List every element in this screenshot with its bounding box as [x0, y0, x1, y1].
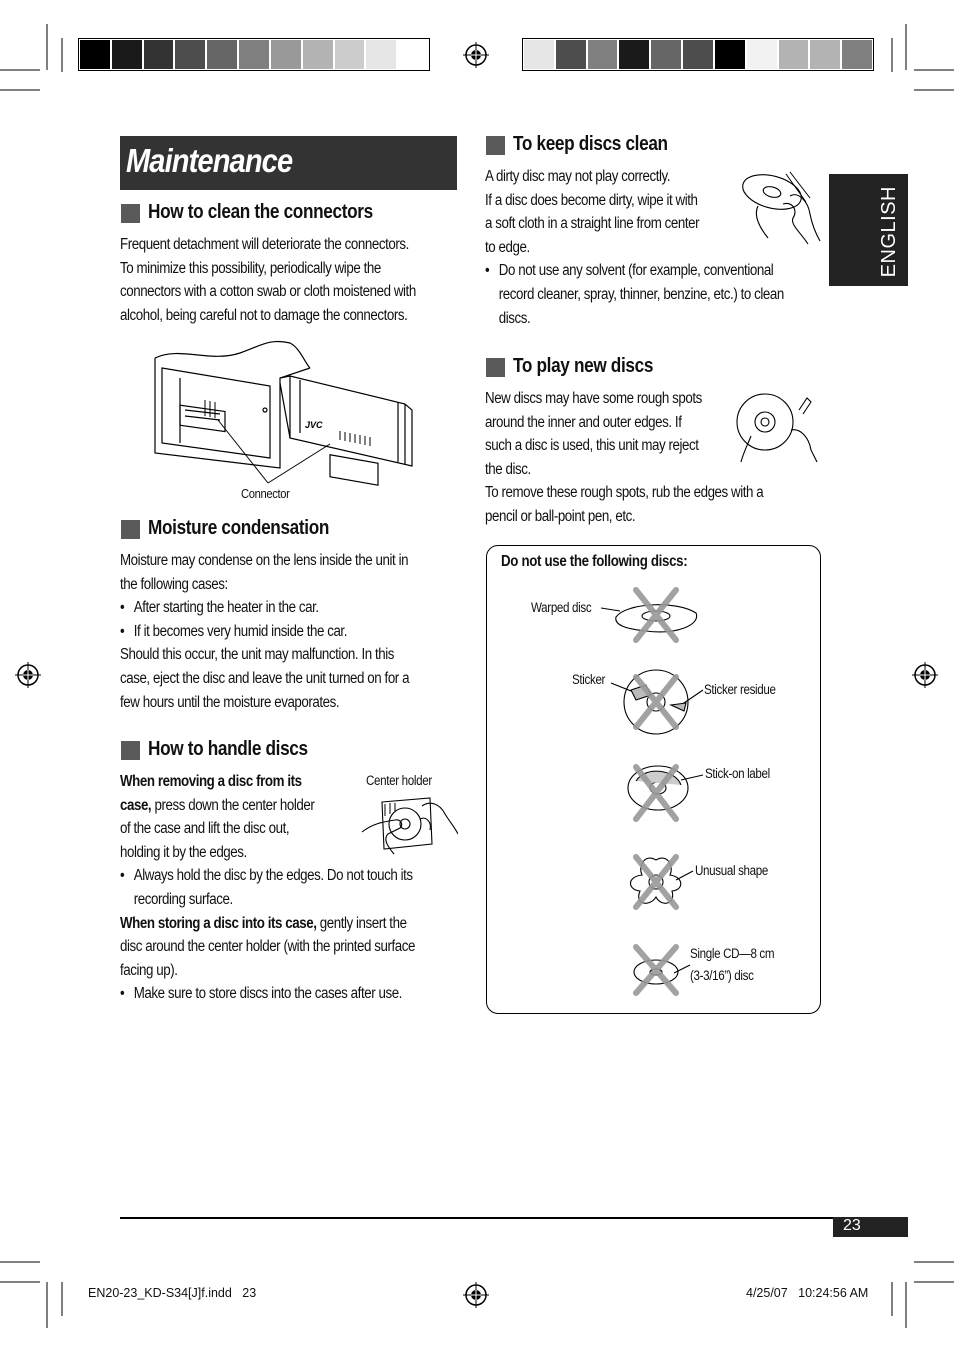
registration-mark-icon — [463, 1282, 489, 1308]
heading-square-icon — [486, 358, 505, 377]
text-span: Always hold the disc by the edges. Do not touch its — [133, 867, 413, 885]
color-swatch — [239, 40, 269, 69]
moisture-heading: Moisture condensation — [148, 517, 330, 539]
text-line: To remove these rough spots, rub the edges with a — [485, 484, 764, 502]
stick-on-label: Stick-on label — [705, 766, 770, 781]
heading-square-icon — [121, 520, 140, 539]
text-line: case, eject the disc and leave the unit turned on for a — [120, 669, 410, 687]
heading-square-icon — [121, 741, 140, 760]
text-line: pencil or ball-point pen, etc. — [485, 507, 636, 525]
text-line: connectors with a cotton swab or cloth moistened with — [120, 283, 416, 301]
text-line: holding it by the edges. — [120, 843, 247, 861]
text-line: facing up). — [120, 961, 178, 979]
center-holder-label: Center holder — [366, 773, 432, 788]
color-swatch — [779, 40, 809, 69]
text-span: gently insert the — [316, 914, 407, 932]
brand-mark: JVC — [305, 420, 323, 430]
moisture-text — [120, 549, 409, 714]
text-span: press down the center holder — [151, 796, 315, 814]
text-line: A dirty disc may not play correctly. — [485, 168, 671, 185]
color-swatch — [335, 40, 365, 69]
new-discs-heading: To play new discs — [513, 355, 654, 377]
text-line: New discs may have some rough spots — [485, 390, 702, 407]
footer-timestamp: 4/25/07 10:24:56 AM — [746, 1286, 869, 1300]
page-number-box — [833, 1217, 908, 1237]
heading-square-icon — [121, 204, 140, 223]
language-tab-label: ENGLISH — [878, 186, 900, 278]
color-bar-left — [78, 38, 430, 71]
text-span: recording surface. — [133, 890, 233, 908]
text-line: few hours until the moisture evaporates. — [120, 693, 340, 711]
unusual-shape-label: Unusual shape — [695, 863, 768, 878]
bold-text: When removing a disc from its — [120, 773, 302, 790]
bold-text: When storing a disc into its case, — [120, 914, 317, 932]
title-bar — [120, 136, 457, 190]
disc-wiping-illustration — [738, 166, 822, 246]
color-swatch — [747, 40, 777, 69]
text-line: of the case and lift the disc out, — [120, 820, 290, 838]
connectors-heading: How to clean the connectors — [148, 201, 373, 223]
color-swatch — [524, 40, 554, 69]
color-swatch — [112, 40, 142, 69]
text-span: Do not use any solvent (for example, conventional — [498, 262, 774, 280]
color-swatch — [144, 40, 174, 69]
color-swatch — [651, 40, 681, 69]
bullet-item — [485, 259, 784, 330]
footer-rule — [120, 1217, 908, 1219]
bold-text: case, — [120, 796, 152, 814]
color-swatch — [80, 40, 110, 69]
color-swatch — [398, 40, 428, 69]
heading-square-icon — [486, 136, 505, 155]
color-swatch — [556, 40, 586, 69]
text-line: Moisture may condense on the lens inside the unit in — [120, 552, 409, 569]
bullet-item: • After starting the heater in the car. — [120, 596, 409, 620]
color-bar-right — [522, 38, 874, 71]
color-swatch — [303, 40, 333, 69]
color-swatch — [175, 40, 205, 69]
page-title: Maintenance — [126, 142, 293, 179]
color-swatch — [366, 40, 396, 69]
warped-disc-label: Warped disc — [531, 600, 592, 615]
do-not-use-heading: Do not use the following discs: — [501, 553, 688, 570]
color-swatch — [271, 40, 301, 69]
single-cd-label: Single CD—8 cm — [690, 946, 775, 961]
color-swatch — [588, 40, 618, 69]
bullet-item: • Make sure to store discs into the cases after use. — [120, 982, 415, 1006]
color-swatch — [683, 40, 713, 69]
text-line: disc around the center holder (with the printed surface — [120, 938, 415, 956]
text-line: To minimize this possibility, periodically wipe the — [120, 259, 381, 277]
color-swatch — [207, 40, 237, 69]
language-tab — [829, 174, 908, 286]
text-line: the disc. — [485, 460, 531, 478]
keep-clean-heading: To keep discs clean — [513, 133, 668, 155]
registration-mark-icon — [912, 662, 938, 688]
bullet-item — [120, 864, 415, 911]
footer-filename: EN20-23_KD-S34[J]f.indd 23 — [88, 1286, 257, 1300]
color-swatch — [810, 40, 840, 69]
text-line: alcohol, being careful not to damage the connectors. — [120, 306, 408, 324]
connector-illustration — [150, 338, 415, 486]
text-span: record cleaner, spray, thinner, benzine, etc.) to clean — [498, 285, 784, 303]
text-span: discs. — [498, 309, 531, 327]
text-line: Should this occur, the unit may malfunction. In this — [120, 646, 395, 664]
disc-pen-illustration — [733, 388, 823, 466]
disc-case-hands-illustration — [360, 794, 458, 856]
text-line: to edge. — [485, 238, 530, 256]
text-line: If a disc does become dirty, wipe it with — [485, 191, 698, 209]
bad-discs-illustration — [486, 545, 821, 1014]
connector-label: Connector — [241, 486, 290, 501]
sticker-residue-label: Sticker residue — [704, 682, 776, 697]
text-line: around the inner and outer edges. If — [485, 413, 682, 431]
text-line: Frequent detachment will deteriorate the connectors. — [120, 236, 409, 253]
registration-mark-icon — [15, 662, 41, 688]
page-number: 23 — [843, 1217, 861, 1234]
new-discs-text — [485, 387, 763, 529]
bullet-item: • If it becomes very humid inside the car. — [120, 620, 409, 644]
color-swatch — [619, 40, 649, 69]
single-cd-size-label: (3-3/16”) disc — [690, 968, 754, 983]
registration-mark-icon — [463, 42, 489, 68]
handle-heading: How to handle discs — [148, 738, 308, 760]
text-line: such a disc is used, this unit may reject — [485, 437, 699, 455]
sticker-label: Sticker — [572, 672, 606, 687]
text-line: a soft cloth in a straight line from center — [485, 215, 700, 233]
connectors-text — [120, 233, 416, 327]
text-line: the following cases: — [120, 575, 228, 593]
color-swatch — [715, 40, 745, 69]
color-swatch — [842, 40, 872, 69]
